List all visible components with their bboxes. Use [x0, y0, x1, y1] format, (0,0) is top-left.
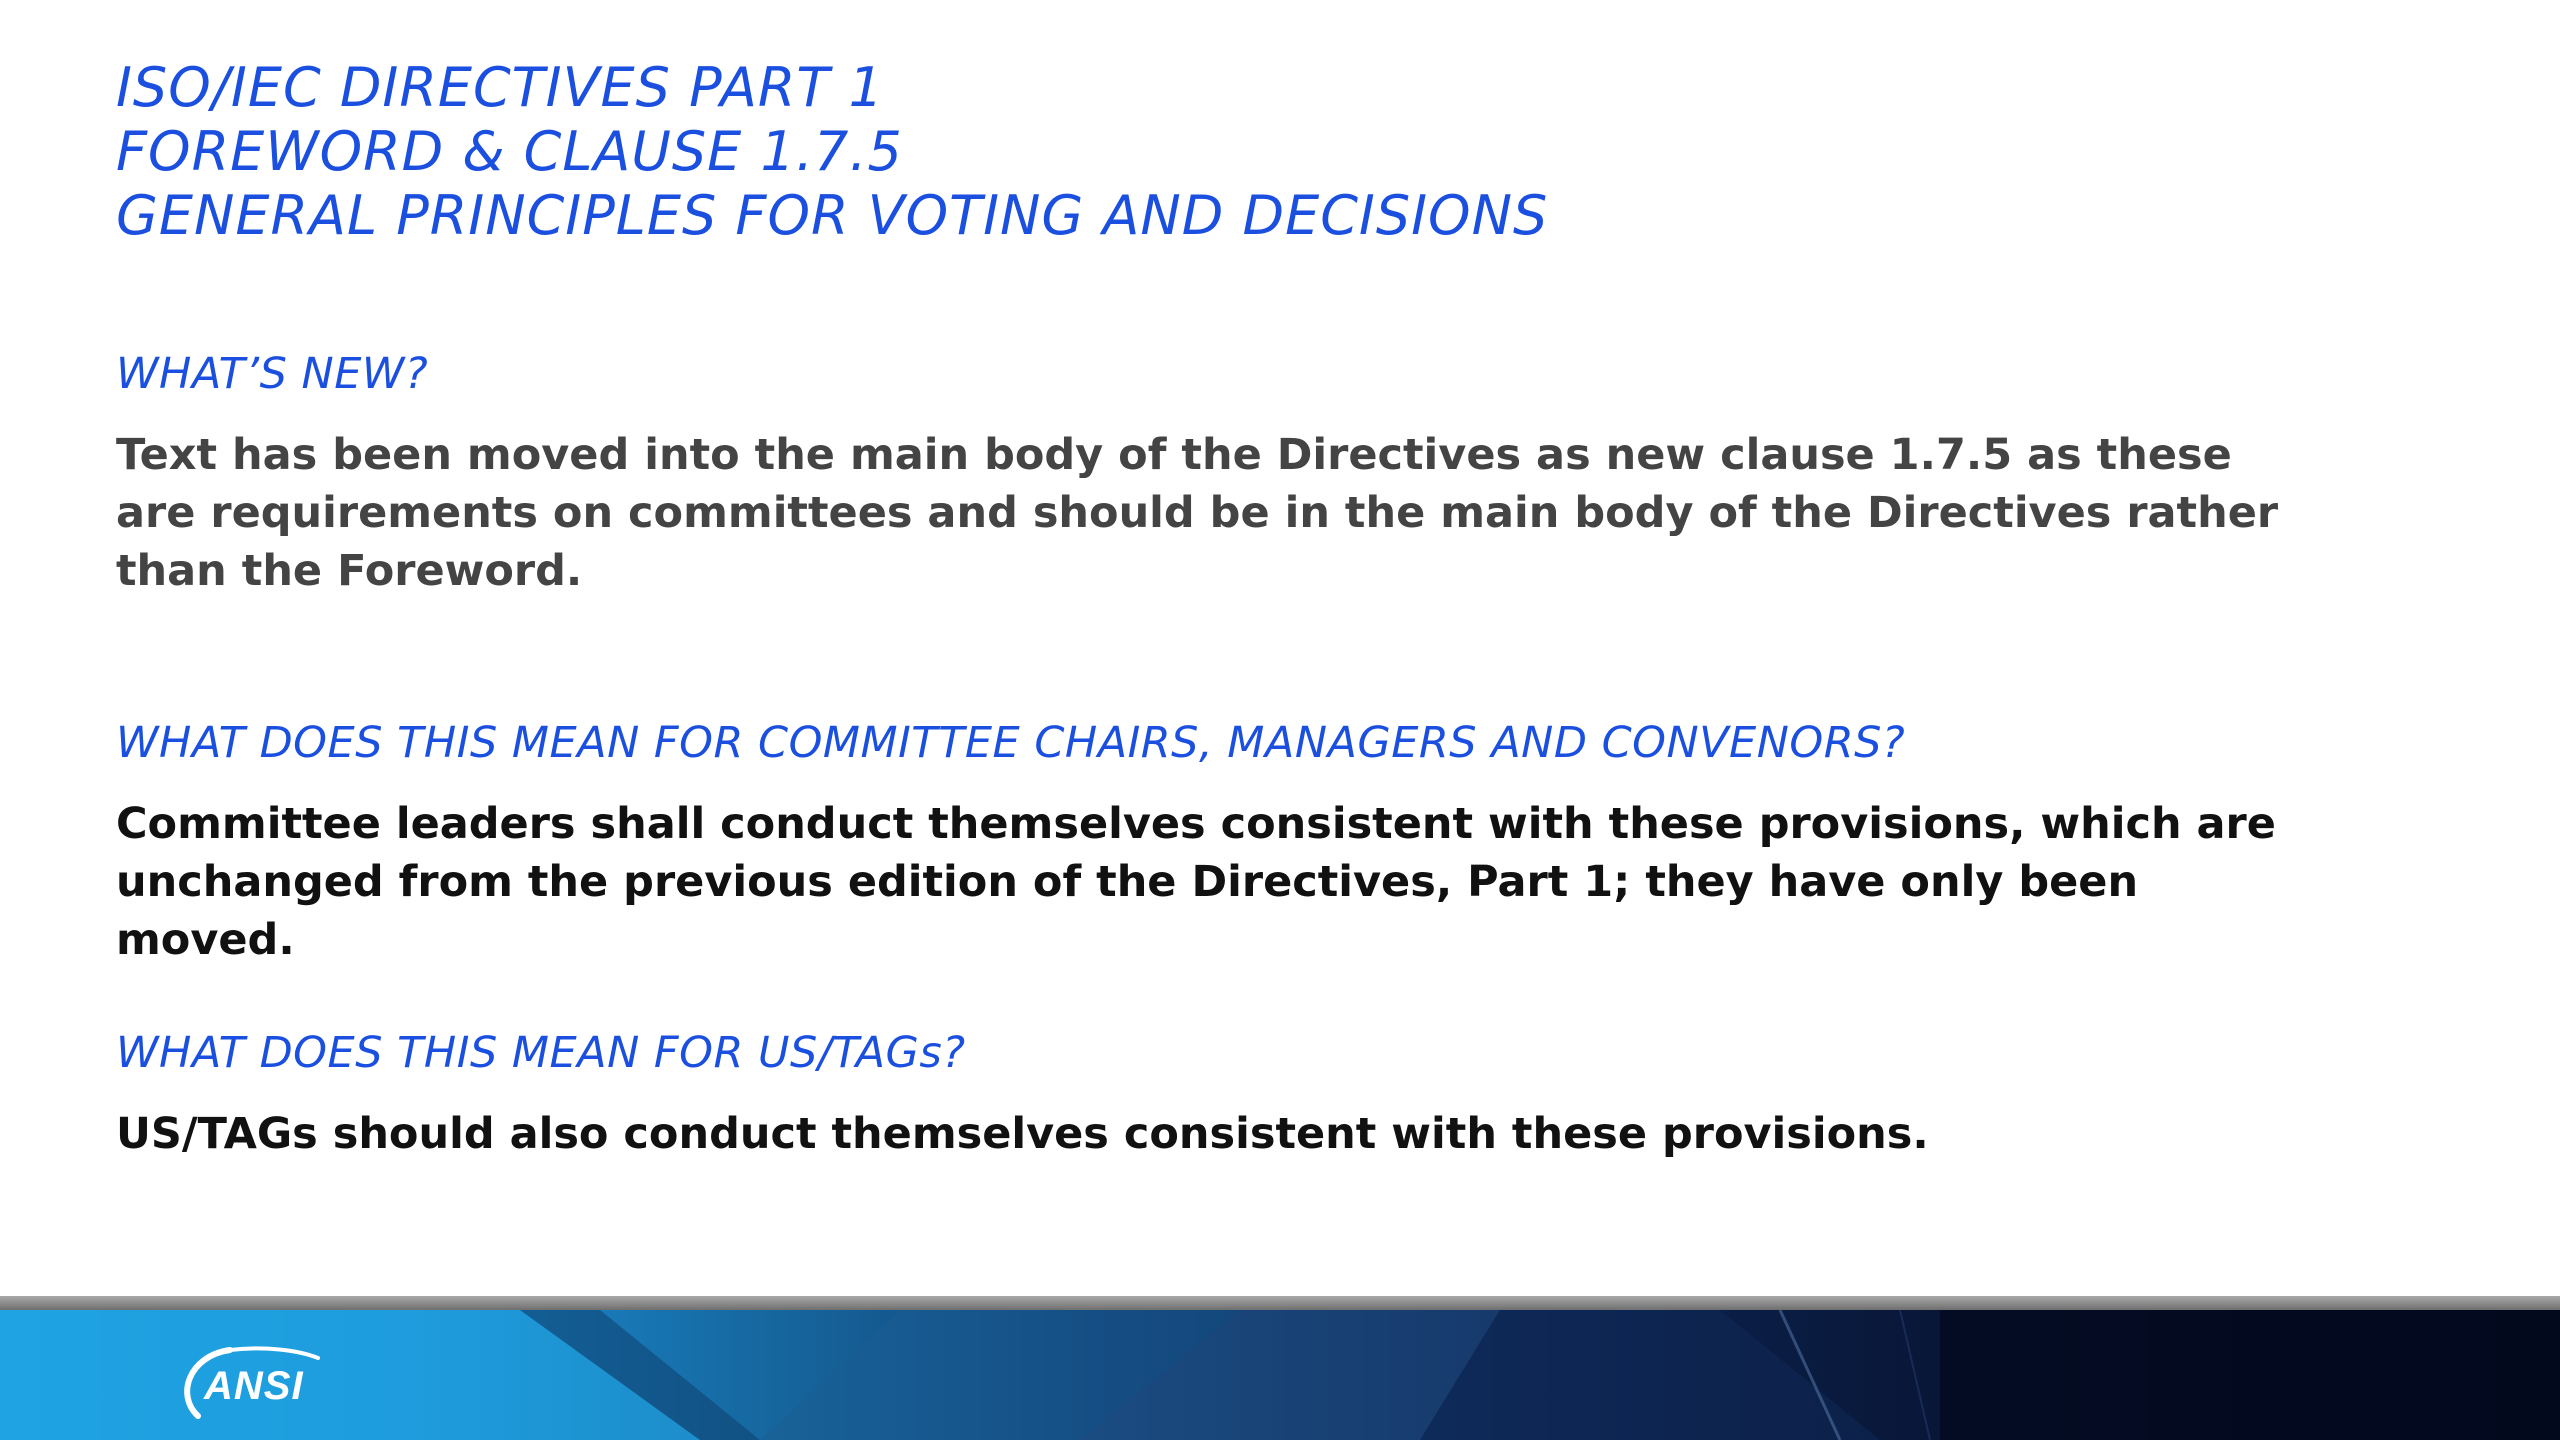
title-line-2: FOREWORD & CLAUSE 1.7.5: [116, 120, 903, 183]
section-body: Committee leaders shall conduct themselves consistent with these provisions, which are unchanged from the previous edition of the Directives, Part 1; they have only been moved.: [116, 799, 2276, 965]
section-us-tags: [116, 1027, 2416, 1163]
section-committee-leaders: [116, 717, 2416, 969]
title-line-3: GENERAL PRINCIPLES FOR VOTING AND DECISIONS: [116, 184, 1549, 247]
section-heading: WHAT DOES THIS MEAN FOR COMMITTEE CHAIRS, MANAGERS AND CONVENORS?: [116, 718, 1906, 768]
section-whats-new: [116, 348, 2416, 600]
section-heading: WHAT’S NEW?: [116, 349, 429, 399]
slide-title: [116, 56, 2416, 248]
section-body: US/TAGs should also conduct themselves consistent with these provisions.: [116, 1109, 1929, 1159]
ansi-logo: [168, 1344, 338, 1424]
section-heading: WHAT DOES THIS MEAN FOR US/TAGs?: [116, 1028, 966, 1078]
footer-band: [0, 1310, 2560, 1440]
footer-decoration: [0, 1310, 2560, 1440]
footer-divider: [0, 1296, 2560, 1310]
section-body: Text has been moved into the main body of the Directives as new clause 1.7.5 as these are requirements on committees and should be in the main body of the Directives rather than the Foreword.: [116, 430, 2279, 596]
title-line-1: ISO/IEC DIRECTIVES PART 1: [116, 56, 884, 119]
logo-text: ANSI: [204, 1364, 304, 1408]
